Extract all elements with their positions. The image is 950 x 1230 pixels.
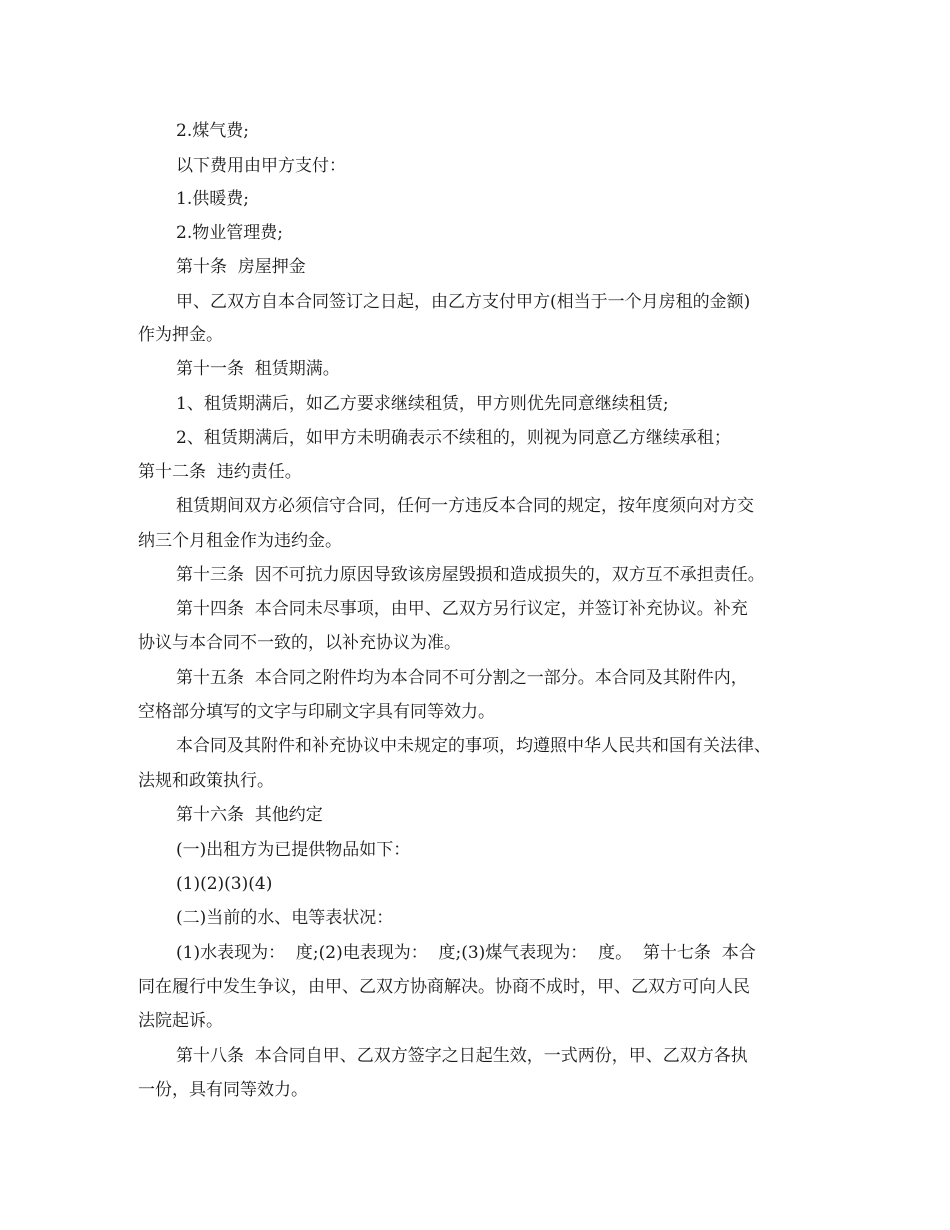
section-heading: 第十四条 本合同未尽事项，由甲、乙双方另行议定，并签订补充协议。补充 (176, 599, 748, 619)
text-line: 作为押金。 (138, 325, 223, 345)
section-heading: 第十条 房屋押金 (176, 257, 306, 277)
text-line: 租赁期间双方必须信守合同，任何一方违反本合同的规定，按年度须向对方交 (176, 496, 754, 516)
section-heading: 第十三条 因不可抗力原因导致该房屋毁损和造成损失的，双方互不承担责任。 (176, 565, 765, 585)
text-line: 一份，具有同等效力。 (138, 1080, 308, 1100)
section-heading: 第十二条 违约责任。 (138, 462, 302, 482)
text-line: 1.供暖费; (176, 189, 249, 209)
section-heading: 第十六条 其他约定 (176, 805, 323, 825)
section-heading: 第十一条 租赁期满。 (176, 359, 340, 379)
text-line: (1)(2)(3)(4) (176, 874, 273, 894)
text-line: 2.物业管理费; (176, 223, 283, 243)
text-line: 1、租赁期满后，如乙方要求继续租赁，甲方则优先同意继续租赁; (176, 394, 669, 414)
text-line: 法规和政策执行。 (138, 771, 274, 791)
text-line: 2、租赁期满后，如甲方未明确表示不续租的，则视为同意乙方继续承租； (176, 428, 731, 448)
text-line: 纳三个月租金作为违约金。 (138, 531, 342, 551)
text-line: (二)当前的水、电等表状况： (176, 908, 394, 928)
text-line: 2.煤气费; (176, 121, 249, 141)
text-line: 甲、乙双方自本合同签订之日起，由乙方支付甲方(相当于一个月房租的金额) (176, 292, 751, 312)
text-line: 以下费用由甲方支付： (176, 156, 346, 176)
section-heading: 第十八条 本合同自甲、乙双方签字之日起生效，一式两份，甲、乙双方各执 (176, 1046, 748, 1066)
text-line: 空格部分填写的文字与印刷文字具有同等效力。 (138, 702, 495, 722)
section-heading: 第十五条 本合同之附件均为本合同不可分割之一部分。本合同及其附件内， (176, 668, 748, 688)
text-line: (一)出租方为已提供物品如下： (176, 840, 411, 860)
text-line: 协议与本合同不一致的，以补充协议为准。 (138, 633, 461, 653)
text-line: 法院起诉。 (138, 1011, 223, 1031)
text-line: 本合同及其附件和补充协议中未规定的事项，均遵照中华人民共和国有关法律、 (176, 736, 771, 756)
text-line: 同在履行中发生争议，由甲、乙双方协商解决。协商不成时，甲、乙双方可向人民 (138, 977, 750, 997)
text-line: (1)水表现为： 度;(2)电表现为： 度;(3)煤气表现为： 度。 第十七条 本合 (176, 943, 756, 963)
